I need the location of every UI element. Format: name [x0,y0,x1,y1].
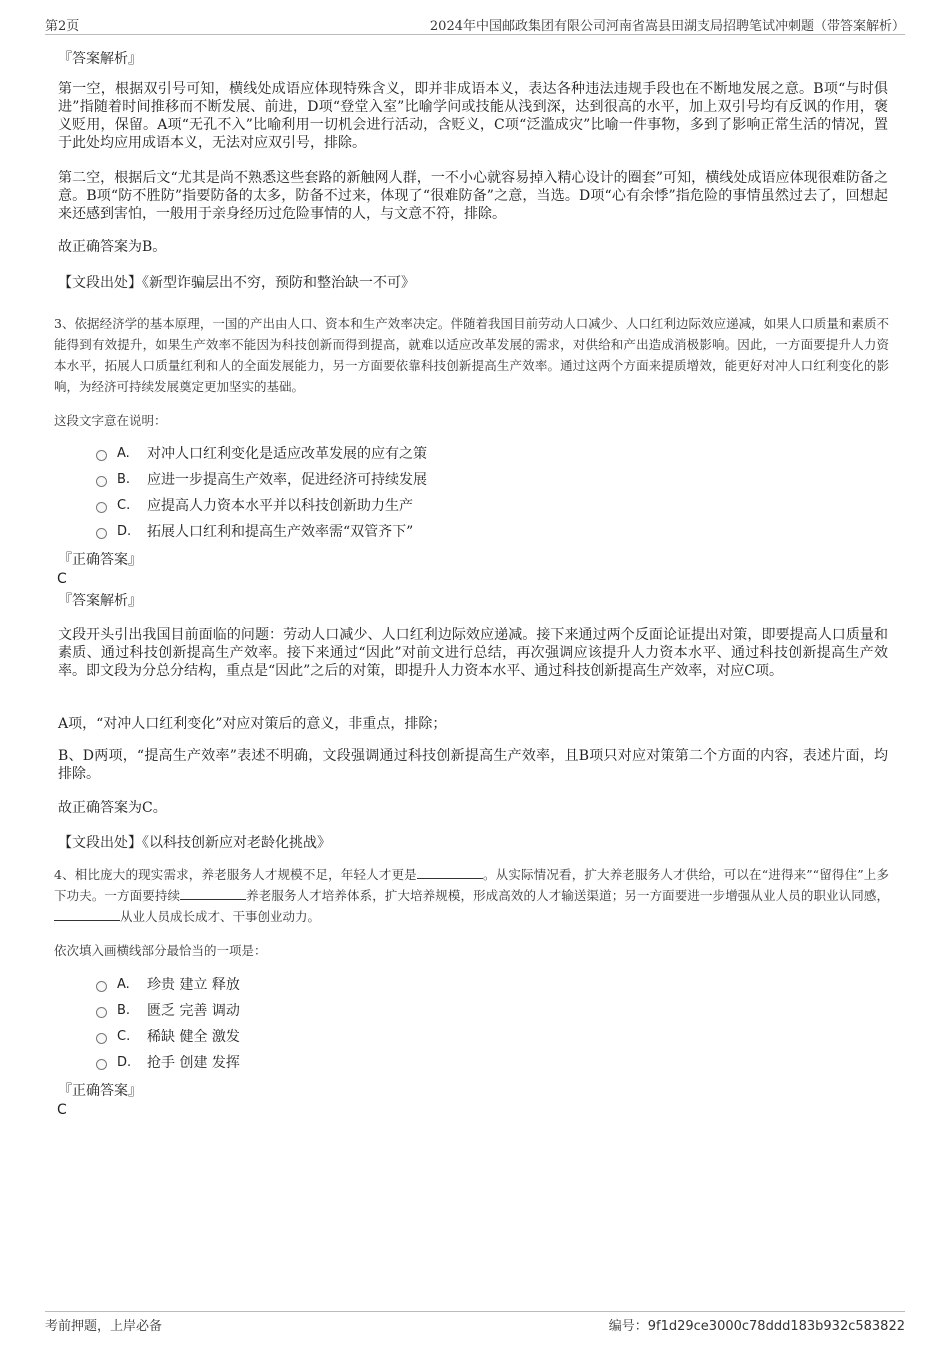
page-header [45,14,905,35]
q4-answer-label: 『正确答案』 [58,1083,142,1099]
q3-option-d[interactable]: D. 拓展人口红利和提高生产效率需“双管齐下” [96,522,413,542]
radio-icon[interactable] [96,528,107,539]
blank-line [180,887,246,900]
q4-option-c[interactable]: C. 稀缺 健全 激发 [96,1027,240,1047]
q4-answer-value: C [57,1102,67,1118]
q2-source [58,274,888,292]
footer-slogan: 考前押题，上岸必备 [45,1319,163,1334]
radio-icon[interactable] [96,476,107,487]
q4-option-b[interactable]: B. 匮乏 完善 调动 [96,1001,240,1021]
q3-analysis-label: 『答案解析』 [58,593,142,609]
page-footer [45,1311,905,1334]
q2-analysis-conclusion: 故正确答案为B。 [58,239,167,255]
q2-analysis-p2: 第二空，根据后文“尤其是尚不熟悉这些套路的新触网人群，一不小心就容易掉入精心设计的圈套”可知，横线处成语应体现很难防备之意。B项“防不胜防”指要防备的太多，防备不过来，体现了“很难防备”之意，当选。D项“心有余悸”指危险的事情虽然过去了，回想起来还感到害怕，一般用于亲身经历过危险事情的人，与文意不符，排除。 [58,170,888,222]
radio-icon[interactable] [96,1059,107,1070]
q3-source-label: 【文段出处】 [58,835,142,851]
q4-prompt: 依次填入画横线部分最恰当的一项是： [54,943,267,958]
radio-icon[interactable] [96,981,107,992]
q2-source-label: 【文段出处】 [58,275,142,291]
q3-prompt: 这段文字意在说明： [54,413,167,428]
blank-line [54,908,120,921]
q3-answer-value: C [57,571,67,587]
document-code: 编号：9f1d29ce3000c78ddd183b932c583822 [608,1319,905,1334]
blank-line [417,866,483,879]
document-title: 2024年中国邮政集团有限公司河南省嵩县田湖支局招聘笔试冲刺题（带答案解析） [429,19,905,34]
q3-answer-label: 『正确答案』 [58,552,142,568]
page-number: 第2页 [45,19,80,34]
q3-analysis-p3: B、D两项，“提高生产效率”表述不明确，文段强调通过科技创新提高生产效率，且B项只对应对策第二个方面的内容，表述片面，均排除。 [58,748,888,782]
radio-icon[interactable] [96,450,107,461]
q3-option-a[interactable]: A. 对冲人口红利变化是适应改革发展的应有之策 [96,444,427,464]
q3-option-b[interactable]: B. 应进一步提高生产效率，促进经济可持续发展 [96,470,427,490]
q3-analysis-p1: 文段开头引出我国目前面临的问题：劳动人口减少、人口红利边际效应递减。接下来通过两个反面论证提出对策，即要提高人口质量和素质、通过科技创新提高生产效率。接下来通过“因此”对前文进行总结，再次强调应该提升人力资本水平、通过科技创新提高生产效率。即文段为分总分结构，重点是“因此”之后的对策，即提升人力资本水平、通过科技创新提高生产效率，对应C项。 [58,627,888,679]
q2-analysis-label: 『答案解析』 [58,51,142,67]
q2-analysis-p1: 第一空，根据双引号可知，横线处成语应体现特殊含义，即并非成语本义，表达各种违法违规手段也在不断地发展之意。B项“与时俱进”指随着时间推移而不断发展、前进，D项“登堂入室”比喻学问或技能从浅到深，达到很高的水平，加上双引号均有反讽的作用，褒义贬用，保留。A项“无孔不入”比喻利用一切机会进行活动，含贬义，C项“泛滥成灾”比喻一件事物，多到了影响正常生活的情况，置于此处均应用成语本义，无法对应双引号，排除。 [58,81,888,151]
q4-option-a[interactable]: A. 珍贵 建立 释放 [96,975,240,995]
q3-analysis-conclusion: 故正确答案为C。 [58,800,167,816]
q4-option-d[interactable]: D. 抢手 创建 发挥 [96,1053,240,1073]
q3-option-c[interactable]: C. 应提高人力资本水平并以科技创新助力生产 [96,496,413,516]
q3-question-text: 3、依据经济学的基本原理，一国的产出由人口、资本和生产效率决定。伴随着我国目前劳动人口减少、人口红利边际效应递减，如果人口质量和素质不能得到有效提升，如果生产效率不能因为科技创新而得到提高，就难以适应改革发展的需求，对供给和产出造成消极影响。因此，一方面要提升人力资本水平，拓展人口质量红利和人的全面发展能力，另一方面要依靠科技创新提高生产效率。通过这两个方面来提质增效，能更好对冲人口红利变化的影响，为经济可持续发展奠定更加坚实的基础。 [54,316,889,394]
q3-analysis-p2: A项，“对冲人口红利变化”对应对策后的意义，非重点，排除； [58,716,447,732]
q3-source-title: 《以科技创新应对老龄化挑战》 [142,835,331,851]
radio-icon[interactable] [96,1007,107,1018]
q2-source-title: 《新型诈骗层出不穷，预防和整治缺一不可》 [142,275,415,291]
radio-icon[interactable] [96,1033,107,1044]
radio-icon[interactable] [96,502,107,513]
q3-source [58,834,888,852]
q4-question-text: 4、相比庞大的现实需求，养老服务人才规模不足，年轻人才更是 。从实际情况看，扩大养老服务人才供给，可以在“进得来”“留得住”上多下功夫。一方面要持续 养老服务人才培养体系，扩大培养规模，形成高效的人才输送渠道；另一方面要进一步增强从业人员的职业认同感，从业人员成长成才、干事创业动力。 [54,867,889,924]
